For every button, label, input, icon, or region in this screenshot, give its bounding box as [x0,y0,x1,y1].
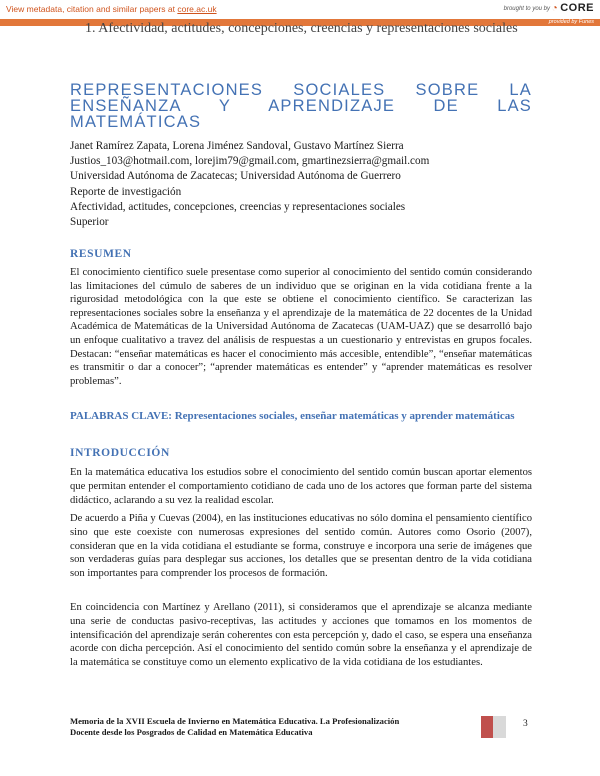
intro-heading: INTRODUCCIÓN [70,447,170,459]
core-logo-icon: ◔ [551,3,559,14]
footer-text [70,716,470,738]
institutions: Universidad Autónoma de Zacatecas; Universidad Autónoma de Guerrero [70,170,401,183]
abstract: El conocimiento científico suele presentase como superior al conocimiento del sentido común considerando las limitaciones del cúmulo de saberes de un individuo que se originan en la vida cotidiana frente a la rigurosidad metodológica con la que este se obtiene el conocimiento científico. Se caracterizan las representaciones sociales sobre la enseñanza y el aprendizaje de la matemática de 22 docentes de la Unidad Académica de Matemáticas de la Universidad Autónoma de Zacatecas (UAM-UAZ) que se desarrolló bajo un enfoque cualitativo a travez del análisis de respuestas a un cuestionario y entrevistas en grupos focales. Destacan: “enseñar matemáticas es hacer el conocimiento más accesible, entendible”, “enseñar matemáticas es transmitir o dar a conocer”; “aprender matemáticas es entender” y “aprender matemáticas es resolver problemas”. [70,267,532,387]
core-logo[interactable] [552,2,594,14]
footer-grey-box [493,716,506,738]
resumen-heading: RESUMEN [70,248,132,260]
core-link-prefix: View metadata, citation and similar papers at [6,4,178,14]
brought-by-label: brought to you by [503,6,550,12]
report-type: Reporte de investigación [70,185,182,198]
provided-by-label: provided by Funes [548,19,594,25]
core-link-site[interactable]: core.ac.uk [177,4,217,14]
title-line: MATEMÁTICAS [70,113,202,131]
authors: Janet Ramírez Zapata, Lorena Jiménez Sandoval, Gustavo Martínez Sierra [70,140,404,152]
paper-metadata [70,139,532,230]
intro-paragraph: De acuerdo a Piña y Cuevas (2004), en las instituciones educativas no sólo domina el pensamiento científico sino que este coexiste con numerosas expresiones del sentido común. Autores como Osorio (2007), consideran que en la vida cotidiana el estudiante se forma, construye e incorpora una serie de imágenes que son verdaderas guías para desplegar sus acciones, los detalles que se presentan dentro de la vida cotidiana son importantes para comprender los procesos de formación. [70,513,532,580]
running-header: 1. Afectividad, actitudes, concepciones, creencias y representaciones sociales [85,22,518,36]
level: Superior [70,216,109,229]
core-banner [0,0,600,21]
keywords: PALABRAS CLAVE: Representaciones sociales, enseñar matemáticas y aprender matemáticas [70,410,515,422]
topic: Afectividad, actitudes, concepciones, creencias y representaciones sociales [70,200,406,213]
footer-line: Docente desde los Posgrados de Calidad en Matemática Educativa [70,727,313,737]
core-logo-text: CORE [560,2,594,14]
intro-paragraph: En coincidencia con Martínez y Arellano (2011), si consideramos que el aprendizaje se alcanza mediante una serie de conductas pasivo-receptivas, las actitudes y acciones que tomamos en los momentos de intensificación del aprendizaje serán coherentes con esta percepción y, dado el caso, se espera una enseñanza acorde con dicha percepción. Así el conocimiento del sentido común sobre la enseñanza y el aprendizaje de la matemática se constituye como un elemento explicativo de la vida cotidiana de los estudiantes. [70,602,532,669]
page-number: 3 [523,719,528,729]
emails: Justios_103@hotmail.com, lorejim79@gmail.com, gmartinezsierra@gmail.com [70,155,430,168]
intro-paragraph: En la matemática educativa los estudios sobre el conocimiento del sentido común buscan aportar elementos que permitan entender el comportamiento cotidiano de cada uno de los actores que forman parte del sistema didáctico, aclarando a su vez la realidad escolar. [70,467,532,506]
footer-line: Memoria de la XVII Escuela de Invierno en Matemática Educativa. La Profesionalización [70,716,400,726]
footer-red-box [481,716,493,738]
core-metadata-link[interactable] [6,4,217,14]
title-line: REPRESENTACIONES SOCIALES SOBRE LA [70,81,532,99]
paper-title [70,82,532,130]
title-line: ENSEÑANZA Y APRENDIZAJE DE LAS [70,97,532,115]
